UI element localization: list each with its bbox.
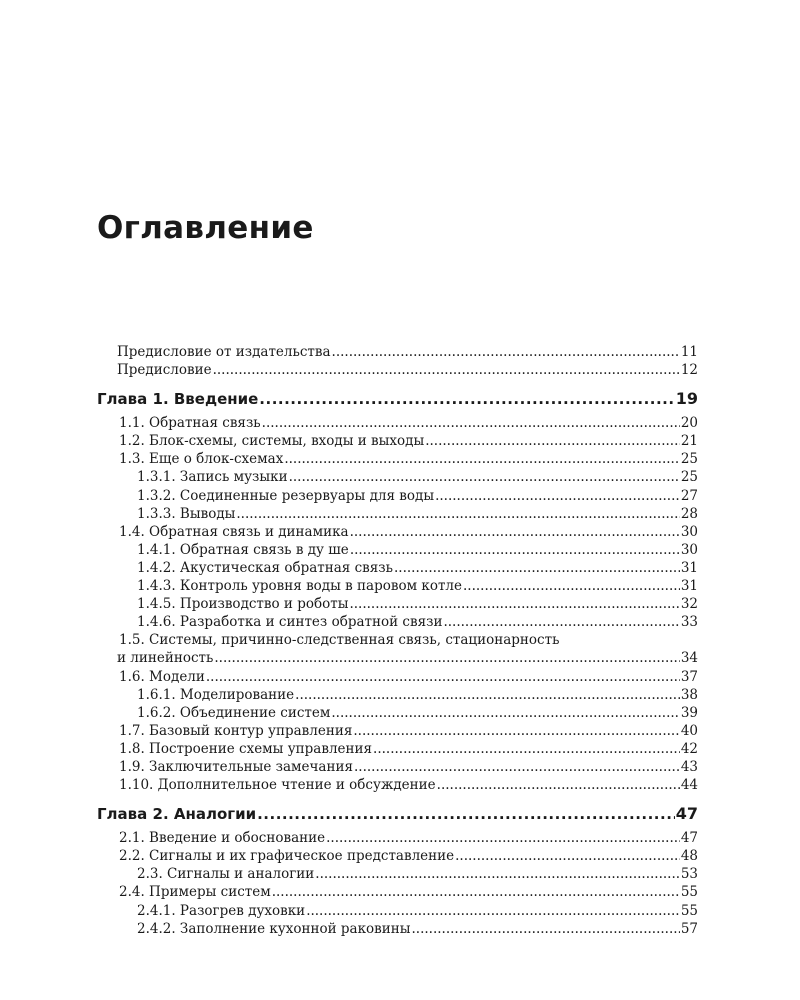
dot-leader: [350, 523, 680, 541]
toc-page-number: 53: [680, 866, 698, 883]
toc-entry-line1[interactable]: [97, 631, 698, 649]
toc-entry[interactable]: [97, 450, 698, 468]
toc-page-number: 57: [680, 920, 698, 937]
toc-entry-text: 1.9. Заключительные замечания: [119, 758, 353, 775]
toc-entry-text: 1.4.2. Акустическая обратная связь: [137, 559, 393, 576]
toc-subentry[interactable]: [97, 902, 698, 920]
toc-page-number: 33: [680, 614, 698, 631]
toc-entry-text: 1.6. Модели: [119, 668, 205, 685]
toc-page-number: 40: [680, 722, 698, 739]
toc-entry-preface[interactable]: [97, 361, 698, 379]
dot-leader: [463, 577, 680, 595]
toc-page-number: 38: [680, 686, 698, 703]
toc-subentry[interactable]: [97, 920, 698, 938]
dot-leader: [331, 704, 679, 722]
toc-entry-text: 1.5. Системы, причинно-следственная связь, стационарность: [119, 632, 560, 649]
toc-page-number: 32: [680, 596, 698, 613]
toc-entry-text: 1.8. Построение схемы управления: [119, 740, 373, 757]
toc-entry[interactable]: [97, 432, 698, 450]
toc-page-number: 47: [680, 830, 698, 847]
toc-page-number: 31: [680, 559, 698, 576]
toc-entry-text: 2.1. Введение и обоснование: [119, 830, 326, 847]
dot-leader: [349, 595, 679, 613]
toc-page-number: 48: [680, 848, 698, 865]
toc-entry-text: 1.3.2. Соединенные резервуары для воды: [137, 487, 435, 504]
toc-page-number: 31: [680, 578, 698, 595]
toc-page-number: 43: [680, 758, 698, 775]
dot-leader: [332, 343, 680, 361]
dot-leader: [206, 668, 680, 686]
dot-leader: [236, 505, 679, 523]
chapter-title: Глава 1. Введение: [97, 390, 259, 409]
toc-page-number: 27: [680, 487, 698, 504]
chapter-page-number: 47: [675, 804, 698, 824]
toc-page-number: 25: [680, 469, 698, 486]
toc-chapter-2[interactable]: [97, 803, 698, 825]
dot-leader: [394, 559, 680, 577]
dot-leader: [257, 803, 675, 825]
toc-entry-text: 1.2. Блок-схемы, системы, входы и выходы: [119, 433, 425, 450]
toc-entry[interactable]: [97, 414, 698, 432]
dot-leader: [272, 883, 680, 901]
toc-entry[interactable]: [97, 668, 698, 686]
toc-entry[interactable]: [97, 523, 698, 541]
chapter-title: Глава 2. Аналогии: [97, 805, 257, 824]
toc-entry[interactable]: [97, 722, 698, 740]
toc-entry-text: 2.4.2. Заполнение кухонной раковины: [137, 920, 411, 937]
toc-subentry[interactable]: [97, 541, 698, 559]
dot-leader: [284, 450, 679, 468]
dot-leader: [315, 865, 680, 883]
toc-entry-text: 1.3.1. Запись музыки: [137, 469, 288, 486]
toc-entry-text: 1.4.1. Обратная связь в ду ше: [137, 541, 349, 558]
toc-entry-line2[interactable]: [97, 649, 698, 667]
dot-leader: [306, 902, 680, 920]
toc-subentry[interactable]: [97, 559, 698, 577]
toc-subentry[interactable]: [97, 704, 698, 722]
dot-leader: [350, 541, 680, 559]
toc-page-number: 28: [680, 505, 698, 522]
toc-entry-text: 1.3.3. Выводы: [137, 505, 236, 522]
toc-entry[interactable]: [97, 740, 698, 758]
toc-entry[interactable]: [97, 776, 698, 794]
dot-leader: [455, 847, 680, 865]
table-of-contents: [97, 343, 698, 938]
toc-subentry[interactable]: [97, 468, 698, 486]
toc-entry-text: Предисловие от издательства: [117, 344, 331, 360]
toc-page-number: 25: [680, 451, 698, 468]
toc-entry-publisher-preface[interactable]: [97, 343, 698, 361]
toc-entry-text: 1.4.5. Производство и роботы: [137, 596, 349, 613]
toc-entry-text: 2.3. Сигналы и аналогии: [137, 866, 315, 883]
toc-entry-text: 2.4. Примеры систем: [119, 884, 271, 901]
toc-entry-text: 2.2. Сигналы и их графическое представление: [119, 848, 455, 865]
toc-chapter-1[interactable]: [97, 388, 698, 410]
dot-leader: [435, 487, 680, 505]
toc-entry-text: Предисловие: [117, 362, 212, 379]
dot-leader: [425, 432, 680, 450]
toc-entry[interactable]: [97, 829, 698, 847]
toc-entry-text: 1.6.2. Объединение систем: [137, 704, 331, 721]
toc-entry-text: 1.10. Дополнительное чтение и обсуждение: [119, 777, 436, 794]
toc-page-number: 11: [680, 344, 698, 360]
toc-entry-text: 1.4.3. Контроль уровня воды в паровом котле: [137, 578, 462, 595]
toc-entry-text: и линейность: [117, 650, 214, 667]
toc-subentry[interactable]: [97, 595, 698, 613]
toc-subentry[interactable]: [97, 613, 698, 631]
toc-subentry[interactable]: [97, 865, 698, 883]
toc-entry[interactable]: [97, 883, 698, 901]
dot-leader: [259, 388, 674, 410]
toc-entry[interactable]: [97, 758, 698, 776]
toc-page-number: 30: [680, 523, 698, 540]
toc-entry-text: 1.1. Обратная связь: [119, 415, 261, 432]
chapter-page-number: 19: [675, 389, 698, 409]
toc-entry-text: 1.4.6. Разработка и синтез обратной связи: [137, 614, 443, 631]
toc-entry-text: 1.3. Еще о блок-схемах: [119, 451, 284, 468]
toc-subentry[interactable]: [97, 577, 698, 595]
dot-leader: [289, 468, 680, 486]
toc-page-number: 21: [680, 433, 698, 450]
toc-page-number: 55: [680, 884, 698, 901]
toc-subentry[interactable]: [97, 505, 698, 523]
dot-leader: [412, 920, 680, 938]
dot-leader: [295, 686, 680, 704]
toc-page-number: 42: [680, 740, 698, 757]
dot-leader: [214, 649, 679, 667]
toc-subentry[interactable]: [97, 686, 698, 704]
dot-leader: [437, 776, 680, 794]
toc-page-number: 37: [680, 668, 698, 685]
toc-page-number: 39: [680, 704, 698, 721]
toc-entry-text: 1.6.1. Моделирование: [137, 686, 295, 703]
toc-entry[interactable]: [97, 847, 698, 865]
dot-leader: [443, 613, 679, 631]
dot-leader: [373, 740, 680, 758]
toc-entry-text: 1.7. Базовый контур управления: [119, 722, 353, 739]
toc-page-number: 55: [680, 902, 698, 919]
dot-leader: [326, 829, 680, 847]
dot-leader: [353, 722, 679, 740]
toc-subentry[interactable]: [97, 487, 698, 505]
toc-entry-text: 2.4.1. Разогрев духовки: [137, 902, 306, 919]
toc-page-number: 20: [680, 415, 698, 432]
page-title: Оглавление: [97, 210, 314, 246]
dot-leader: [262, 414, 680, 432]
toc-page-number: 30: [680, 541, 698, 558]
dot-leader: [354, 758, 680, 776]
toc-entry-text: 1.4. Обратная связь и динамика: [119, 523, 349, 540]
toc-page-number: 44: [680, 777, 698, 794]
toc-page-number: 34: [680, 650, 698, 667]
dot-leader: [213, 361, 680, 379]
toc-page-number: 12: [680, 362, 698, 379]
